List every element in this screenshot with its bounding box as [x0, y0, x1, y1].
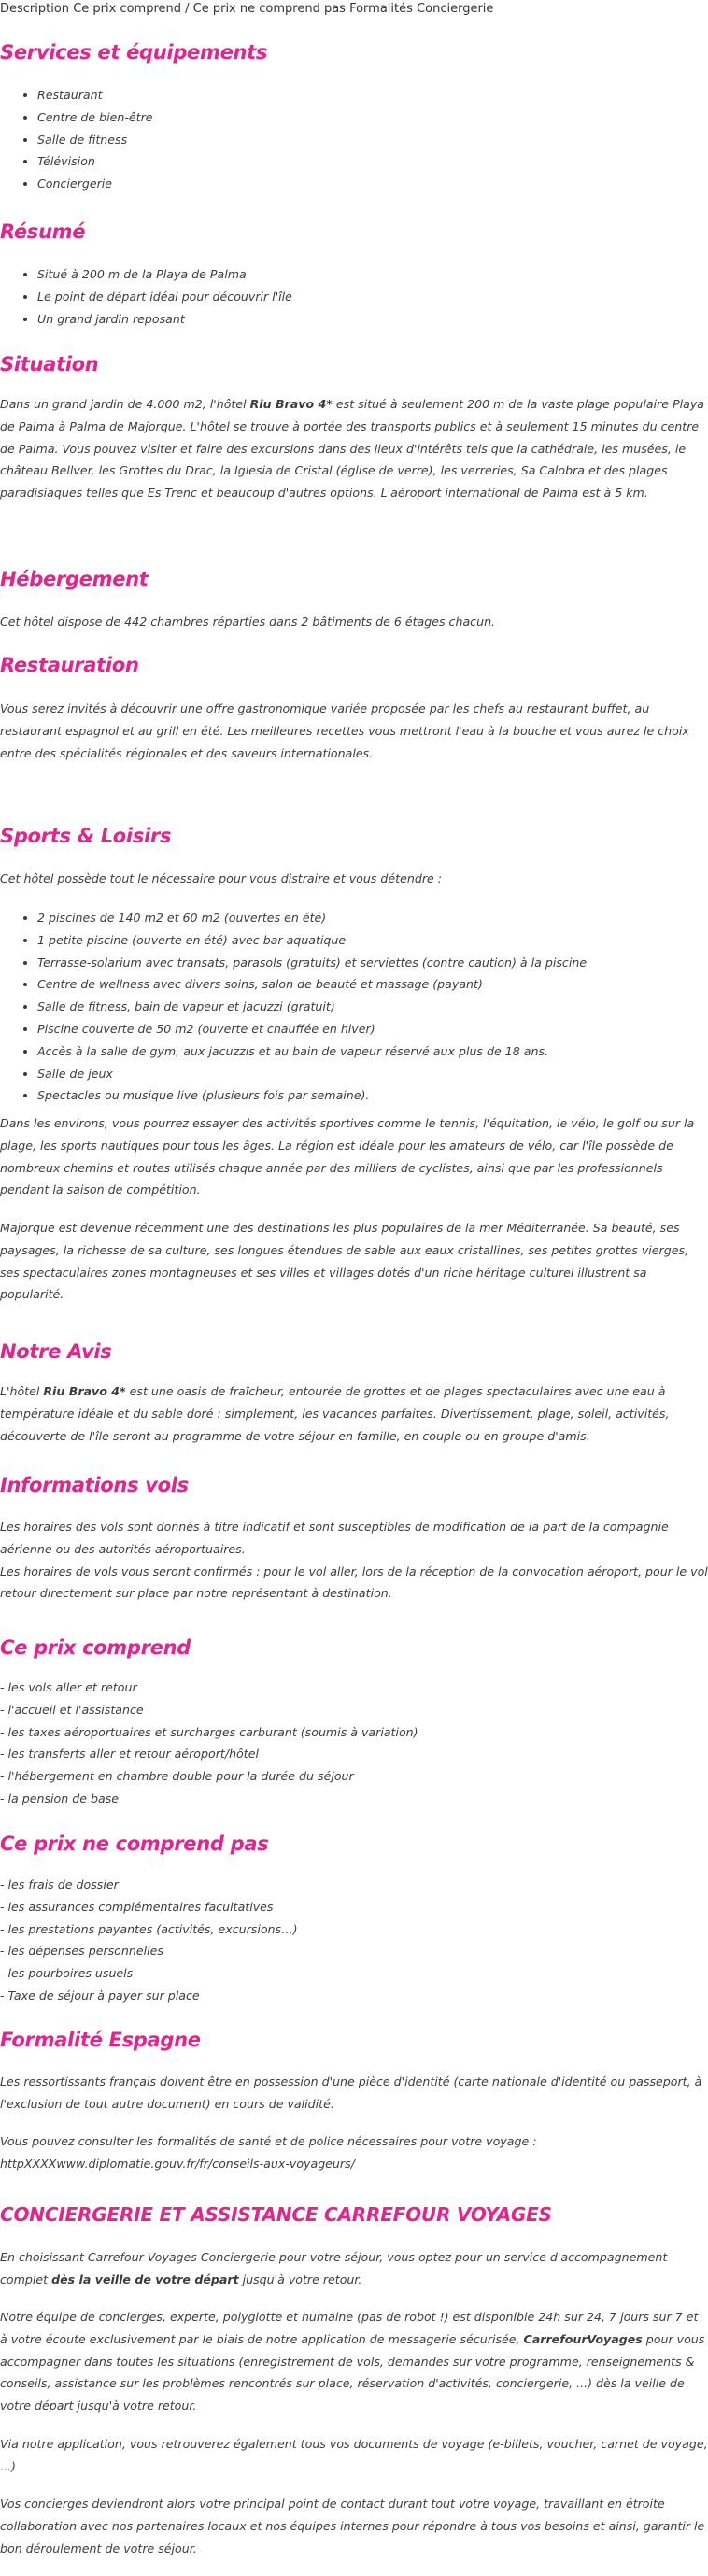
accommodation-title: Hébergement [0, 568, 149, 590]
list-item: - les frais de dossier [0, 1877, 119, 1891]
tab-bar [0, 0, 708, 21]
formalities-title: Formalité Espagne [0, 2029, 201, 2051]
sports-title: Sports & Loisirs [0, 825, 172, 847]
flights-title: Informations vols [0, 1474, 189, 1496]
sports-intro: Cet hôtel possède tout le nécessaire pour vous distraire et vous détendre : [0, 871, 443, 885]
list-item: • Centre de wellness avec divers soins, salon de beauté et massage (payant) [37, 973, 708, 996]
tab-formalities[interactable]: Formalités [349, 2, 413, 16]
list-item: - les dépenses personnelles [0, 1944, 163, 1959]
list-item: • Piscine couverte de 50 m2 (ouverte et chauffée en hiver) [37, 1018, 708, 1040]
flights-text: Les horaires des vols sont donnés à titre indicatif et sont susceptibles de modification de la part de la compagnie aérienne ou des autorités aéroportuaires. Les horaires de vols vous seront confirmés : pour le vol aller, lors de la réception de la convocation aéroport, pour le vol retour directement sur place par notre représentant à destination. [0, 1520, 708, 1601]
list-item: - les vols aller et retour [0, 1680, 137, 1694]
sports-para-2: Majorque est devenue récemment une des destinations les plus populaires de la mer Méditerranée. Sa beauté, ses paysages, la richesse de sa culture, ses longues étendues de sable aux eaux cristallines, ses petites grottes vierges, ses spectaculaires zones montagneuses et ses villes et villages dotés d'un riche héritage culturel illustrent sa popularité. [0, 1221, 689, 1302]
list-item: • Télévision [37, 150, 708, 173]
excludes-title: Ce prix ne comprend pas [0, 1833, 269, 1855]
list-item: - l'hébergement en chambre double pour la durée du séjour [0, 1769, 354, 1784]
tab-includes[interactable]: Ce prix comprend / Ce prix ne comprend pas [73, 2, 346, 16]
hotel-name: Riu Bravo 4* [43, 1384, 126, 1398]
tab-description[interactable]: Description [0, 2, 70, 16]
list-item: • Salle de jeux [37, 1063, 708, 1085]
opinion-title: Notre Avis [0, 1340, 112, 1363]
services-title: Services et équipements [0, 41, 268, 64]
list-item: • Spectacles ou musique live (plusieurs fois par semaine). [37, 1084, 708, 1107]
list-item: • Centre de bien-être [37, 106, 708, 129]
list-item: - les pourboires usuels [0, 1966, 134, 1981]
list-item: - l'accueil et l'assistance [0, 1702, 144, 1717]
list-item: - Taxe de séjour à payer sur place [0, 1988, 200, 2003]
accommodation-text: Cet hôtel dispose de 442 chambres réparties dans 2 bâtiments de 6 étages chacun. [0, 615, 496, 629]
includes-title: Ce prix comprend [0, 1636, 191, 1659]
tab-concierge[interactable]: Conciergerie [417, 2, 494, 16]
list-item: • Salle de fitness, bain de vapeur et jacuzzi (gratuit) [37, 996, 708, 1018]
summary-list [0, 263, 708, 330]
includes-list [0, 1677, 708, 1810]
list-item: • Salle de fitness [37, 129, 708, 151]
concierge-title: CONCIERGERIE ET ASSISTANCE CARREFOUR VOYAGES [0, 2203, 552, 2226]
services-list [0, 84, 708, 195]
list-item: • Le point de départ idéal pour découvrir l'île [37, 286, 708, 308]
restaurant-text: Vous serez invités à découvrir une offre gastronomique variée proposée par les chefs au restaurant buffet, au restaurant espagnol et au grill en été. Les meilleures recettes vous mettront l'eau à la bouche et vous aurez le choix entre des spécialités régionales et des saveurs internationales. [0, 701, 689, 760]
situation-text: Dans un grand jardin de 4.000 m2, l'hôtel Riu Bravo 4* est situé à seulement 200 m de la vaste plage populaire Playa de Palma à Palma de Majorque. L'hôtel se trouve à portée des transports publics et à seulement 15 minutes du centre de Palma. Vous pouvez visiter et faire des excursions dans des lieux d'intérêts tels que la cathédrale, les musées, le château Bellver, les Grottes du Drac, la Iglesia de Cristal (église de verre), les verreries, Sa Calobra et des plages paradisiaques telles que Es Trenc et beaucoup d'autres options. L'aéroport international de Palma est à 5 km. [0, 397, 705, 501]
formalities-link[interactable]: httpXXXXwww.diplomatie.gouv.fr/fr/conseils-aux-voyageurs/ [0, 2156, 355, 2171]
concierge-p1: En choisissant Carrefour Voyages Conciergerie pour votre séjour, vous optez pour un service d'accompagnement complet dès la veille de votre départ jusqu'à votre retour. [0, 2250, 668, 2286]
sports-list [0, 907, 708, 1107]
situation-title: Situation [0, 353, 99, 375]
excludes-list [0, 1874, 708, 2007]
concierge-p2: Notre équipe de concierges, experte, polyglotte et humaine (pas de robot !) est disponible 24h sur 24, 7 jours sur 7 et à votre écoute exclusivement par le biais de notre application de messagerie sécurisée, CarrefourVoyages pour vous accompagner dans toutes les situations (enregistrement de vols, demandes sur votre programme, renseignements & conseils, assistance sur les problèmes rencontrés sur place, réservation d'activités, conciergerie, ...) dès la veille de votre départ jusqu'à votre retour. [0, 2310, 705, 2413]
opinion-text: L'hôtel Riu Bravo 4* est une oasis de fraîcheur, entourée de grottes et de plages spectaculaires avec une eau à température idéale et du sable doré : simplement, les vacances parfaites. Divertissement, plage, soleil, activités, découverte de l'île seront au programme de votre séjour en famille, en couple ou en groupe d'amis. [0, 1384, 670, 1443]
list-item: • 2 piscines de 140 m2 et 60 m2 (ouvertes en été) [37, 907, 708, 929]
restaurant-title: Restauration [0, 654, 139, 676]
hotel-name: Riu Bravo 4* [249, 397, 333, 411]
list-item: - les assurances complémentaires facultatives [0, 1899, 274, 1914]
concierge-p4: Vos concierges deviendront alors votre principal point de contact durant tout votre voyage, travaillant en étroite collaboration avec nos partenaires locaux et nos équipes internes pour répondre à tous vos besoins et ainsi, garantir le bon déroulement de votre séjour. [0, 2497, 705, 2555]
list-item: - la pension de base [0, 1790, 120, 1805]
list-item: • Restaurant [37, 84, 708, 106]
summary-title: Résumé [0, 220, 86, 243]
formalities-text: Les ressortissants français doivent être en possession d'une pièce d'identité (carte nationale d'identité ou passeport, à l'exclusion de tout autre document) en cours de validité. [0, 2074, 702, 2111]
list-item: • 1 petite piscine (ouverte en été) avec bar aquatique [37, 929, 708, 952]
formalities-link-text: Vous pouvez consulter les formalités de santé et de police nécessaires pour votre voyage : httpXXXXwww.diplomatie.gouv.fr/fr/conseils-aux-voyageurs/ [0, 2134, 537, 2171]
list-item: - les prestations payantes (activités, excursions…) [0, 1921, 298, 1936]
list-item: - les taxes aéroportuaires et surcharges carburant (soumis à variation) [0, 1724, 418, 1739]
sports-para-1: Dans les environs, vous pourrez essayer des activités sportives comme le tennis, l'équitation, le vélo, le golf ou sur la plage, les sports nautiques pour tous les âges. La région est idéale pour les amateurs de vélo, car l'île possède de nombreux chemins et routes utilisés chaque année par des milliers de cyclistes, ainsi que par les professionnels pendant la saison de compétition. [0, 1116, 695, 1197]
list-item: • Accès à la salle de gym, aux jacuzzis et au bain de vapeur réservé aux plus de 18 ans. [37, 1040, 708, 1063]
list-item: • Un grand jardin reposant [37, 308, 708, 331]
list-item: • Terrasse-solarium avec transats, parasols (gratuits) et serviettes (contre caution) à la piscine [37, 952, 708, 974]
list-item: • Conciergerie [37, 173, 708, 195]
list-item: - les transferts aller et retour aéroport/hôtel [0, 1747, 259, 1762]
list-item: • Situé à 200 m de la Playa de Palma [37, 263, 708, 286]
concierge-p3: Via notre application, vous retrouverez également tous vos documents de voyage (e-billets, voucher, carnet de voyage, ...) [0, 2437, 708, 2473]
